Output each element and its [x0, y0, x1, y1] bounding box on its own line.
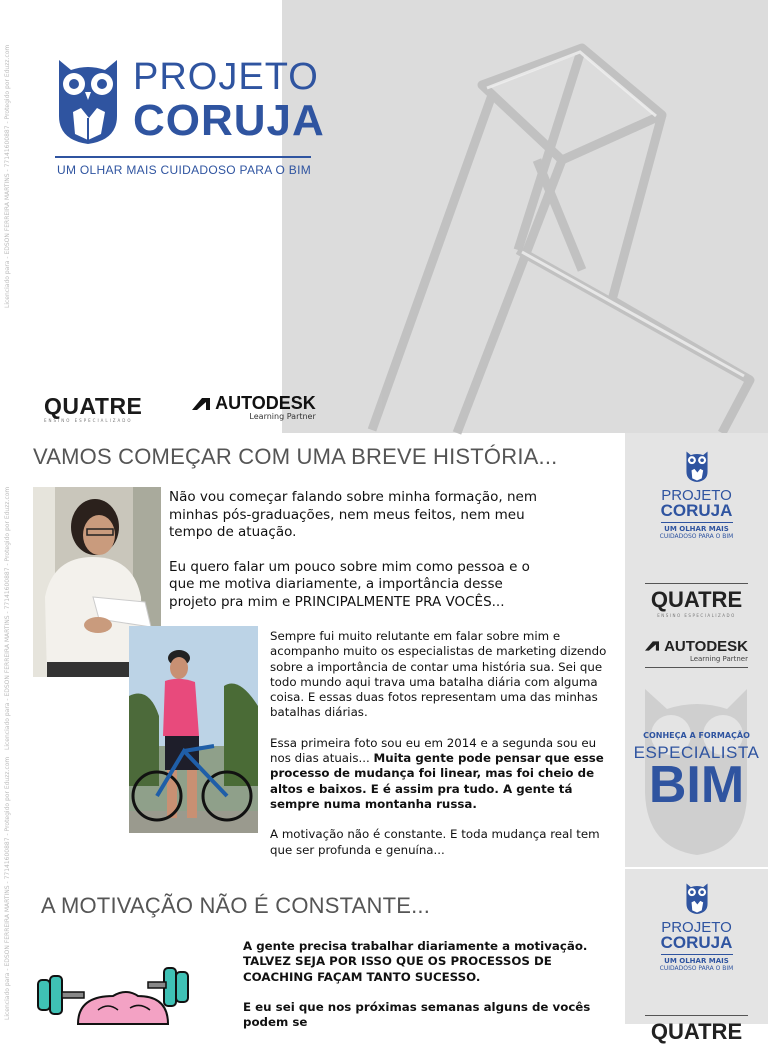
license-watermark: Licenciado para - EDSON FERREIRA MARTINS - 77141600887 - Protegido por Eduzz.com — [4, 756, 11, 1020]
promo-bim: BIM — [648, 756, 745, 814]
sidebar-coruja-logo — [625, 881, 768, 972]
sidebar-autodesk-logo — [645, 636, 748, 668]
sidebar-quatre-logo — [625, 1015, 768, 1045]
story-paragraph-3: A motivação não é constante. E toda mudança real tem que ser profunda e genuína... — [270, 827, 600, 857]
sidebar-divider — [625, 867, 768, 869]
motivation-paragraph-2: E eu sei que nos próximas semanas alguns de vocês podem se — [243, 999, 591, 1030]
sidebar-tag2: CUIDADOSO PARA O BIM — [659, 533, 734, 540]
quatre-subtitle: ENSINO ESPECIALIZADO — [44, 418, 133, 423]
owl-icon — [685, 449, 709, 483]
cover-section — [0, 0, 768, 433]
sidebar-brand-line2: CORUJA — [660, 501, 733, 520]
sidebar-brand-line1: PROJETO — [661, 487, 732, 504]
brand-line2: CORUJA — [133, 96, 325, 145]
autodesk-a-icon — [645, 641, 659, 651]
license-watermark: Licenciado para - EDSON FERREIRA MARTINS - 77141600887 - Protegido por Eduzz.com — [4, 486, 11, 750]
story-paragraph-1: Sempre fui muito relutante em falar sobre mim e acompanho muito os especialistas de marketing dizendo sobre a importância de contar uma história sua. Sei que todo mundo aqui trava uma batalha diária com alguma coisa. E essas duas fotos representam uma das minhas batalhas diárias. — [270, 629, 607, 720]
right-sidebar — [625, 433, 768, 1044]
sidebar-tag1: UM OLHAR MAIS — [664, 525, 729, 533]
cover-photo-stool — [282, 0, 768, 433]
sidebar-autodesk-rule — [645, 667, 748, 668]
brain-lifting-icon — [38, 962, 218, 1024]
story-paragraph-2-bold: Muita gente pode pensar que esse processo de mudança foi linear, mas foi cheio de altos e baixos. E é assim pra tudo. A gente tá sempre numa montanha russa. — [270, 751, 604, 811]
promo-pre-label: CONHEÇA A FORMAÇÃO — [643, 731, 750, 740]
motivation-paragraph-1: A gente precisa trabalhar diariamente a motivação. TALVEZ SEJA POR ISSO QUE OS PROCESSOS DE COACHING FAÇAM TANTO SUCESSO. — [243, 939, 588, 984]
woman-cyclist-photo — [129, 626, 258, 833]
brand-line1: PROJETO — [133, 56, 319, 98]
story-paragraph-2 — [270, 736, 615, 812]
bim-promo-banner[interactable] — [625, 683, 768, 863]
sidebar-autodesk-subtitle: Learning Partner — [689, 655, 748, 663]
quatre-logo — [44, 393, 142, 423]
autodesk-a-icon — [192, 398, 210, 410]
owl-icon — [685, 881, 709, 915]
intro-paragraph-2: Eu quero falar um pouco sobre mim como pessoa e o que me motiva diariamente, a importância desse projeto pra mim e PRINCIPALMENTE PRA VOCÊS... — [169, 558, 530, 610]
autodesk-subtitle: Learning Partner — [249, 412, 316, 421]
promo-especialista: ESPECIALISTA — [633, 743, 760, 762]
sidebar-tag1: UM OLHAR MAIS — [664, 957, 729, 965]
brand-rule — [55, 156, 311, 158]
sidebar-quatre-rule — [645, 1015, 748, 1016]
intro-paragraph-1: Não vou começar falando sobre minha formação, nem minhas pós-graduações, nem meus feitos, nem meu tempo de atuação. — [169, 489, 538, 540]
brand-tagline: UM OLHAR MAIS CUIDADOSO PARA O BIM — [57, 163, 312, 177]
story-paragraph-2-normal: Essa primeira foto sou eu em 2014 e a segunda sou eu nos dias atuais... — [270, 735, 597, 766]
autodesk-logo — [192, 393, 316, 421]
section-title: VAMOS COMEÇAR COM UMA BREVE HISTÓRIA... — [33, 444, 558, 469]
sidebar-brand-rule — [661, 954, 733, 955]
sidebar-coruja-logo — [625, 449, 768, 540]
sidebar-quatre-wordmark: QUATRE — [650, 1019, 743, 1044]
sidebar-quatre-subtitle: ENSINO ESPECIALIZADO — [657, 613, 736, 618]
sidebar-brand-rule — [661, 522, 733, 523]
owl-icon — [55, 56, 121, 144]
sidebar-quatre-logo — [625, 583, 768, 618]
quatre-wordmark: QUATRE — [44, 393, 143, 419]
sidebar-tag2: CUIDADOSO PARA O BIM — [659, 965, 734, 972]
stool-illustration — [282, 0, 768, 433]
brain-dumbbell-illustration — [38, 962, 218, 1024]
story-text — [270, 629, 615, 858]
sidebar-autodesk-wordmark: AUTODESK — [664, 638, 748, 655]
sidebar-brand-line1: PROJETO — [661, 919, 732, 936]
section-title: A MOTIVAÇÃO NÃO É CONSTANTE... — [41, 893, 431, 918]
sidebar-quatre-rule — [645, 583, 748, 584]
autodesk-wordmark: AUTODESK — [215, 393, 316, 413]
sidebar-brand-line2: CORUJA — [660, 933, 733, 952]
sidebar-quatre-wordmark: QUATRE — [650, 587, 743, 612]
intro-text — [169, 489, 539, 611]
license-watermark: Licenciado para - EDSON FERREIRA MARTINS - 77141600887 - Protegido por Eduzz.com — [4, 44, 11, 308]
photo-current — [129, 626, 258, 833]
motivation-text — [243, 939, 615, 1030]
